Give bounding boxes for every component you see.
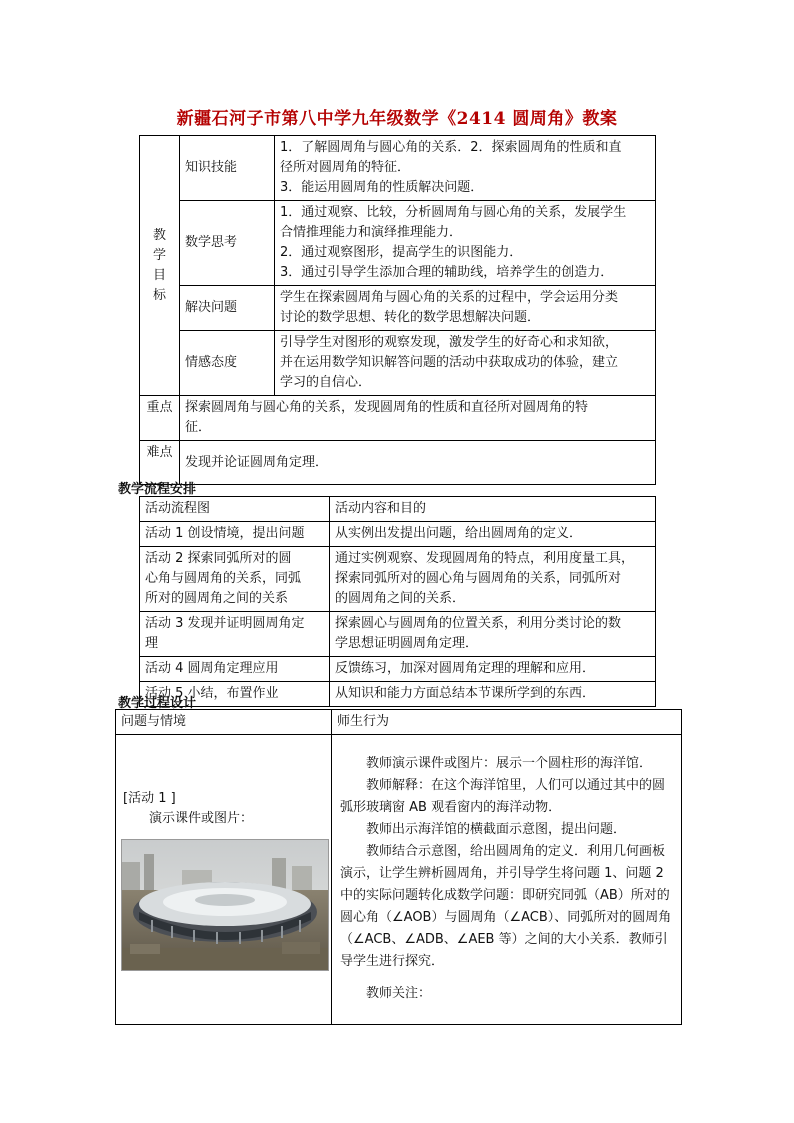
goal-line: 并在运用数学知识解答问题的活动中获取成功的体验，建立 [280, 355, 619, 370]
goal-line: 1．了解圆周角与圆心角的关系．2．探索圆周角的性质和直 [280, 140, 622, 155]
goals-label-char: 学 [152, 247, 166, 263]
goal-line: 引导学生对图形的观察发现，激发学生的好奇心和求知欲， [280, 335, 619, 350]
flow-col-header: 活动流程图 [140, 497, 330, 522]
goals-label-char: 标 [152, 287, 166, 303]
goal-line: 径所对圆周角的特征． [280, 160, 411, 175]
design-heading: 教学过程设计 [118, 696, 197, 711]
flow-purpose-line: 探索圆心与圆周角的位置关系，利用分类讨论的数 [335, 616, 622, 631]
flow-activity [140, 657, 330, 682]
flow-purpose-line: 学思想证明圆周角定理． [335, 636, 479, 651]
ocean-museum-image [122, 840, 328, 970]
flow-purpose [330, 657, 656, 682]
flow-purpose [330, 682, 656, 707]
flow-activity-line: 活动 1 创设情境，提出问题 [145, 526, 305, 541]
flow-purpose-line: 探索同弧所对的圆心角与圆周角的关系，同弧所对 [335, 571, 622, 586]
action-paragraph: 教师演示课件或图片：展示一个圆柱形的海洋馆． [366, 756, 653, 771]
goals-label-char: 目 [152, 267, 166, 283]
flow-col-header: 活动内容和目的 [330, 497, 656, 522]
action-paragraph: 教师解释：在这个海洋馆里，人们可以通过其中的圆弧形玻璃窗 AB 观看窗内的海洋动物． [340, 778, 666, 815]
design-col-header: 师生行为 [332, 710, 682, 735]
goal-label: 情感态度 [180, 331, 275, 396]
flow-activity-line: 活动 2 探索同弧所对的圆 [145, 551, 292, 566]
flow-purpose-line: 从实例出发提出问题，给出圆周角的定义． [335, 526, 583, 541]
difficulty-label: 难点 [140, 441, 180, 485]
goal-line: 3．通过引导学生添加合理的辅助线，培养学生的创造力． [280, 265, 614, 280]
goals-label-char: 教 [152, 227, 166, 243]
key-point-line: 征． [185, 420, 212, 435]
key-point-label: 重点 [140, 396, 180, 441]
activity-tag: [活动 1 ] [123, 791, 176, 806]
flow-purpose-line: 的圆周角之间的关系． [335, 591, 466, 606]
teaching-goals-table [139, 135, 656, 485]
goal-line: 合情推理能力和演绎推理能力． [280, 225, 463, 240]
key-point-line: 探索圆周角与圆心角的关系，发现圆周角的性质和直径所对圆周角的特 [185, 400, 589, 415]
flow-heading: 教学流程安排 [118, 482, 197, 497]
goal-label: 解决问题 [180, 286, 275, 331]
teacher-student-actions [332, 735, 682, 1025]
flow-purpose-line: 通过实例观察、发现圆周角的特点，利用度量工具， [335, 551, 635, 566]
goal-content [275, 286, 656, 331]
goal-line: 3．能运用圆周角的性质解决问题． [280, 180, 484, 195]
goal-label: 知识技能 [180, 136, 275, 201]
goal-label: 数学思考 [180, 201, 275, 286]
teaching-design-table [115, 709, 682, 1025]
ocean-museum-photo [121, 839, 329, 971]
goal-line: 2．通过观察图形，提高学生的识图能力． [280, 245, 523, 260]
flow-activity-line: 理 [145, 636, 159, 651]
key-point-content [180, 396, 656, 441]
flow-activity [140, 547, 330, 612]
flow-purpose-line: 反馈练习，加深对圆周角定理的理解和应用． [335, 661, 596, 676]
goal-content [275, 331, 656, 396]
goal-line: 学习的自信心． [280, 375, 372, 390]
teaching-flow-table [139, 496, 656, 707]
goals-header-cell [140, 136, 180, 396]
situation-cell [116, 735, 332, 1025]
flow-purpose [330, 522, 656, 547]
flow-purpose-line: 从知识和能力方面总结本节课所学到的东西． [335, 686, 596, 701]
difficulty-content: 发现并论证圆周角定理． [180, 441, 656, 485]
action-paragraph: 教师出示海洋馆的横截面示意图，提出问题． [366, 822, 627, 837]
action-paragraph: 教师关注： [366, 986, 432, 1001]
goal-line: 1．通过观察、比较，分析圆周角与圆心角的关系，发展学生 [280, 205, 627, 220]
flow-activity-line: 活动 4 圆周角定理应用 [145, 661, 279, 676]
goal-content [275, 201, 656, 286]
flow-activity-line: 心角与圆周角的关系，同弧 [145, 571, 302, 586]
goal-content [275, 136, 656, 201]
flow-activity-line: 活动 5 小结，布置作业 [145, 686, 279, 701]
action-paragraph: 教师结合示意图，给出圆周角的定义．利用几何画板演示，让学生辨析圆周角，并引导学生将问题 1、问题 2 中的实际问题转化成数学问题：即研究同弧（AB）所对的圆心角（∠AOB）与圆周角（∠ACB）、同弧所对的圆周角（∠ACB、∠ADB、∠AEB 等）之间的大小关系．教师引导学生进行探究． [340, 844, 672, 969]
activity-caption: 演示课件或图片： [149, 811, 254, 826]
flow-purpose [330, 612, 656, 657]
goal-line: 学生在探索圆周角与圆心角的关系的过程中，学会运用分类 [280, 290, 619, 305]
flow-purpose [330, 547, 656, 612]
flow-activity-line: 活动 3 发现并证明圆周角定 [145, 616, 305, 631]
flow-activity [140, 612, 330, 657]
flow-activity-line: 所对的圆周角之间的关系 [145, 591, 289, 606]
document-title: 新疆石河子市第八中学九年级数学《2414 圆周角》教案 [176, 109, 618, 129]
design-col-header: 问题与情境 [116, 710, 332, 735]
flow-activity [140, 522, 330, 547]
goal-line: 讨论的数学思想、转化的数学思想解决问题． [280, 310, 541, 325]
